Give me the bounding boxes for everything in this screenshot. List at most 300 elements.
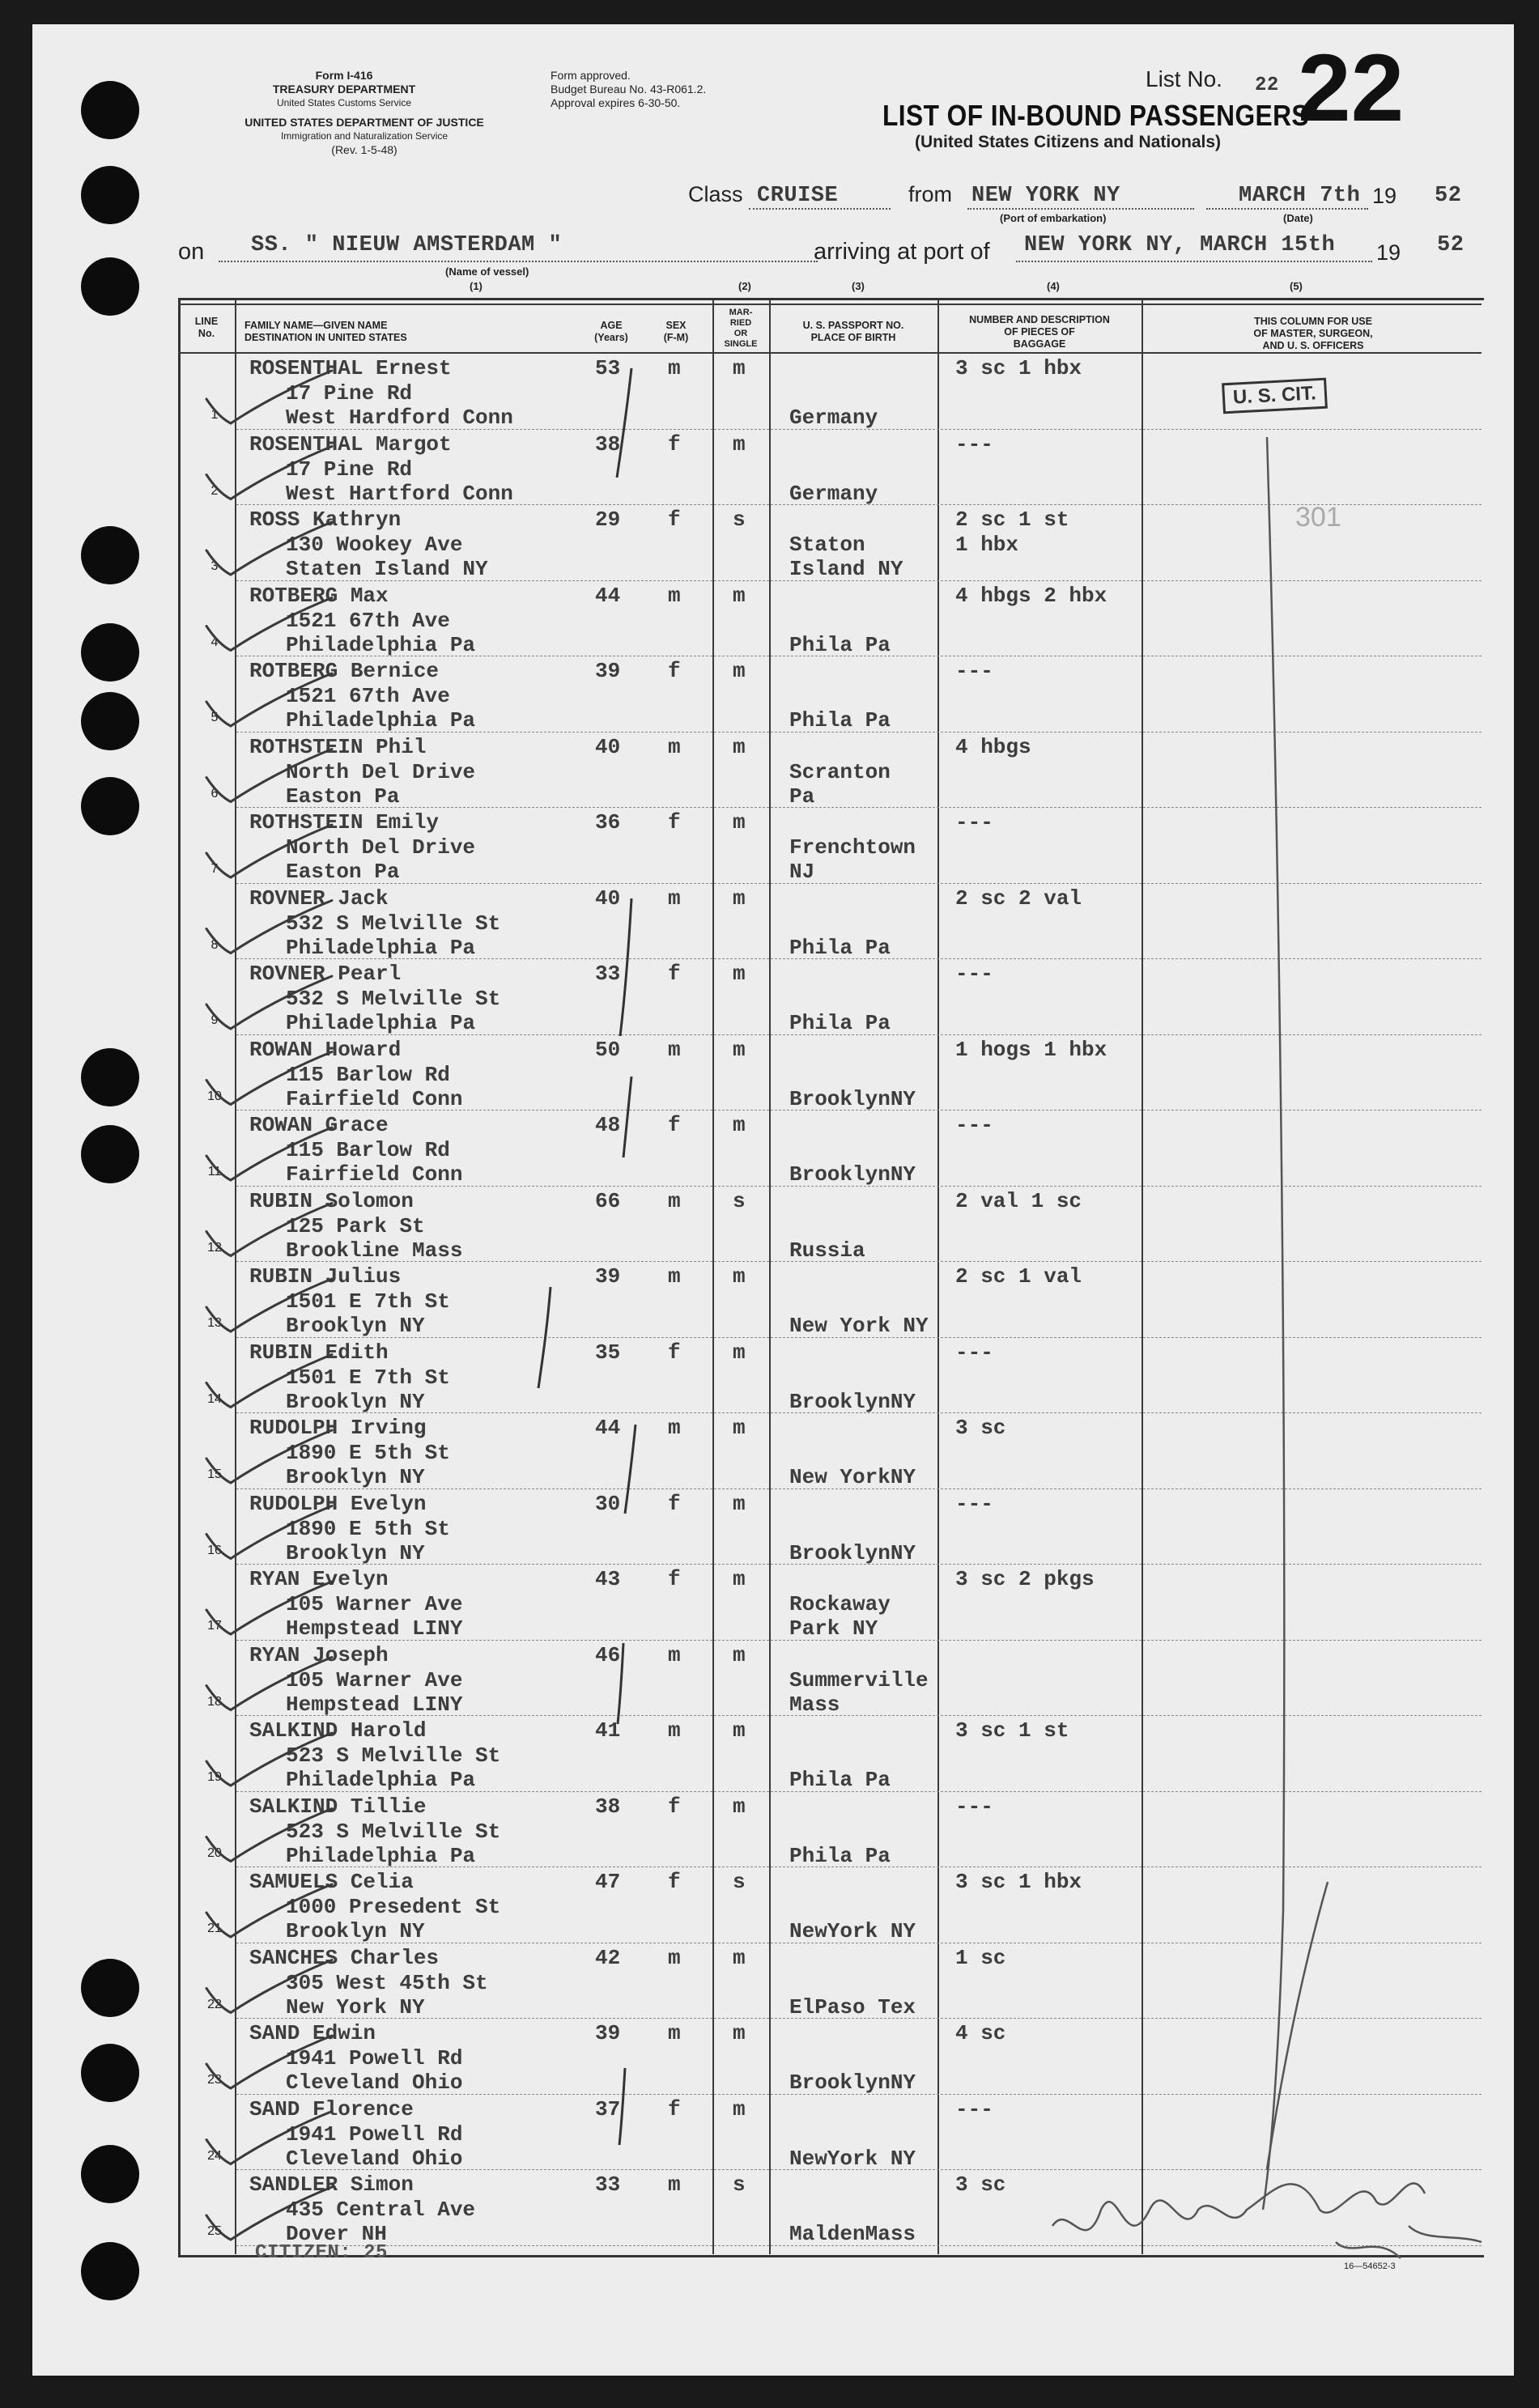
list-no-label: List No. xyxy=(1146,66,1222,91)
passenger-address-city: Hempstead LINY xyxy=(286,1616,463,1641)
header-bottom-rule xyxy=(178,352,1482,354)
passenger-age: 38 xyxy=(595,431,621,457)
col-divider xyxy=(1141,299,1143,2254)
passenger-address-street: 17 Pine Rd xyxy=(286,457,413,482)
passenger-name: RUDOLPH Evelyn xyxy=(249,1491,427,1516)
row-divider xyxy=(236,2245,1482,2246)
embark-port-value: NEW YORK NY xyxy=(971,184,1120,208)
passenger-name: SANCHES Charles xyxy=(249,1945,440,1970)
passenger-name: SALKIND Tillie xyxy=(249,1794,427,1819)
passenger-sex: f xyxy=(668,508,681,532)
class-dotted-line xyxy=(749,208,891,210)
passenger-age: 53 xyxy=(595,356,621,380)
col-header-married: MAR- RIED OR SINGLE xyxy=(724,308,758,349)
passenger-birthplace-line1: Staton xyxy=(789,533,865,557)
ins-service: Immigration and Naturalization Service xyxy=(280,130,449,142)
passenger-address-city: Easton Pa xyxy=(286,784,400,809)
passenger-address-city: New York NY xyxy=(286,1994,425,2019)
passenger-address-street: 1890 E 5th St xyxy=(286,1441,450,1465)
passenger-baggage: 4 sc xyxy=(955,2021,1006,2045)
passenger-marital-status: m xyxy=(733,2096,746,2121)
passenger-marital-status: m xyxy=(733,431,746,457)
passenger-name: ROSENTHAL Margot xyxy=(249,431,452,457)
col-num-2: (2) xyxy=(738,280,751,292)
passenger-marital-status: m xyxy=(733,1037,746,1062)
row-divider xyxy=(236,958,1482,959)
col-header-sex: SEX (F-M) xyxy=(663,320,689,343)
passenger-address-street: 1941 Powell Rd xyxy=(286,2046,463,2070)
passenger-sex: m xyxy=(668,356,681,380)
passenger-marital-status: m xyxy=(733,1416,746,1440)
line-number: 15 xyxy=(207,1467,222,1481)
passenger-age: 33 xyxy=(595,962,621,986)
passenger-sex: f xyxy=(668,2096,681,2121)
form-number: Form I-416 xyxy=(315,69,373,82)
passenger-baggage: --- xyxy=(955,1491,993,1516)
passenger-marital-status: m xyxy=(733,583,746,608)
passenger-name: ROWAN Howard xyxy=(249,1037,402,1062)
passenger-birthplace-line2: Phila Pa xyxy=(789,1011,891,1035)
passenger-sex: f xyxy=(668,810,681,835)
revision: (Rev. 1-5-48) xyxy=(331,143,398,156)
passenger-birthplace-line2: BrooklynNY xyxy=(789,1389,916,1414)
line-number: 12 xyxy=(207,1240,222,1255)
binder-hole xyxy=(81,2044,139,2102)
row-divider xyxy=(236,883,1482,884)
passenger-baggage: 2 sc 2 val xyxy=(955,885,1082,911)
passenger-address-city: Brooklyn NY xyxy=(286,1314,425,1338)
passenger-age: 39 xyxy=(595,2021,621,2045)
passenger-sex: f xyxy=(668,1794,681,1819)
passenger-marital-status: m xyxy=(733,1794,746,1819)
stamp-sub-number: 301 xyxy=(1295,502,1341,533)
passenger-age: 37 xyxy=(595,2096,621,2121)
arrival-year-suffix: 52 xyxy=(1437,233,1465,257)
line-number: 23 xyxy=(207,2073,222,2087)
passenger-address-street: 17 Pine Rd xyxy=(286,381,413,406)
passenger-address-street: 105 Warner Ave xyxy=(286,1667,463,1692)
passenger-marital-status: m xyxy=(733,810,746,835)
passenger-baggage: --- xyxy=(955,962,993,986)
passenger-baggage: 1 hogs 1 hbx xyxy=(955,1037,1107,1062)
passenger-birthplace-line1: Frenchtown xyxy=(789,835,916,860)
passenger-baggage: --- xyxy=(955,431,993,457)
passenger-sex: m xyxy=(668,1188,681,1213)
passenger-address-street: 532 S Melville St xyxy=(286,911,501,936)
passenger-address-city: Hempstead LINY xyxy=(286,1692,463,1717)
passenger-sex: f xyxy=(668,1491,681,1516)
col-header-passport: U. S. PASSPORT NO. PLACE OF BIRTH xyxy=(802,320,904,343)
line-number: 8 xyxy=(210,937,219,952)
passenger-address-street: 1890 E 5th St xyxy=(286,1516,450,1541)
passenger-name: SALKIND Harold xyxy=(249,1718,427,1743)
passenger-marital-status: m xyxy=(733,356,746,380)
passenger-marital-status: s xyxy=(733,1188,746,1213)
passenger-age: 29 xyxy=(595,508,621,532)
passenger-baggage: --- xyxy=(955,1794,993,1819)
line-number: 10 xyxy=(207,1089,222,1103)
passenger-age: 30 xyxy=(595,1491,621,1516)
passenger-sex: f xyxy=(668,659,681,683)
passenger-baggage: 3 sc 1 hbx xyxy=(955,1870,1082,1894)
passenger-address-street: 115 Barlow Rd xyxy=(286,1062,450,1087)
vessel-col-num: (1) xyxy=(470,280,483,292)
passenger-sex: m xyxy=(668,885,681,911)
passenger-birthplace-line2: NJ xyxy=(789,860,815,884)
vessel-dotted-line xyxy=(219,261,818,262)
row-divider xyxy=(236,1412,1482,1413)
passenger-age: 40 xyxy=(595,734,621,759)
arriving-label: arriving at port of xyxy=(814,239,990,265)
passenger-marital-status: m xyxy=(733,659,746,683)
passenger-age: 36 xyxy=(595,810,621,835)
passenger-birthplace-line1: Scranton xyxy=(789,759,891,784)
passenger-age: 48 xyxy=(595,1113,621,1137)
passenger-address-street: 1521 67th Ave xyxy=(286,684,450,708)
passenger-age: 39 xyxy=(595,659,621,683)
passenger-sex: f xyxy=(668,1567,681,1591)
passenger-sex: m xyxy=(668,1642,681,1667)
passenger-baggage: 3 sc 1 hbx xyxy=(955,356,1082,380)
line-number: 16 xyxy=(207,1543,222,1557)
passenger-marital-status: s xyxy=(733,2172,746,2197)
binder-hole xyxy=(81,623,139,682)
passenger-address-city: Dover NH xyxy=(286,2222,387,2246)
passenger-age: 50 xyxy=(595,1037,621,1062)
row-divider xyxy=(236,429,1482,430)
list-no-stamp: 22 xyxy=(1298,35,1405,142)
arrival-year-prefix: 19 xyxy=(1376,240,1401,265)
us-citizen-stamp: U. S. CIT. xyxy=(1222,378,1328,414)
passenger-address-city: Philadelphia Pa xyxy=(286,1768,476,1792)
passenger-address-street: North Del Drive xyxy=(286,835,476,860)
passenger-birthplace-line2: Mass xyxy=(789,1692,840,1717)
passenger-address-street: 435 Central Ave xyxy=(286,2198,476,2222)
line-number: 6 xyxy=(210,786,219,801)
passenger-address-street: 532 S Melville St xyxy=(286,987,501,1011)
passenger-birthplace-line2: Pa xyxy=(789,784,815,809)
passenger-birthplace-line2: Russia xyxy=(789,1238,865,1263)
passenger-birthplace-line2: BrooklynNY xyxy=(789,1540,916,1565)
passenger-birthplace-line1: Rockaway xyxy=(789,1592,891,1616)
passenger-baggage: 3 sc 1 st xyxy=(955,1718,1069,1743)
binder-hole xyxy=(81,526,139,584)
passenger-name: ROVNER Pearl xyxy=(249,962,402,986)
row-divider xyxy=(236,1110,1482,1111)
embark-caption: (Port of embarkation) xyxy=(1000,212,1107,224)
table-top-rule xyxy=(178,304,1482,305)
citizen-total: CITIZEN: 25 xyxy=(255,2242,388,2264)
embark-dotted-line xyxy=(967,208,1194,210)
passenger-birthplace-line2: MaldenMass xyxy=(789,2222,916,2246)
passenger-baggage: --- xyxy=(955,1340,993,1365)
passenger-age: 35 xyxy=(595,1340,621,1365)
passenger-birthplace-line2: NewYork NY xyxy=(789,2146,916,2171)
binder-hole xyxy=(81,692,139,750)
row-divider xyxy=(236,2169,1482,2170)
col-header-age: AGE (Years) xyxy=(594,320,628,343)
binder-hole xyxy=(81,777,139,835)
passenger-baggage: 4 hbgs 2 hbx xyxy=(955,583,1107,608)
line-number: 1 xyxy=(210,408,219,422)
passenger-sex: m xyxy=(668,734,681,759)
passenger-birthplace-line2: Island NY xyxy=(789,557,903,581)
col-header-line: LINE No. xyxy=(194,316,219,339)
passenger-address-city: Cleveland Ohio xyxy=(286,2070,463,2095)
passenger-birthplace-line2: Phila Pa xyxy=(789,1768,891,1792)
passenger-marital-status: m xyxy=(733,1567,746,1591)
line-number: 18 xyxy=(207,1694,222,1709)
passenger-address-street: 1521 67th Ave xyxy=(286,608,450,633)
line-number: 5 xyxy=(210,711,219,724)
binder-hole xyxy=(81,166,139,224)
passenger-marital-status: m xyxy=(733,885,746,911)
on-label: on xyxy=(178,239,205,265)
passenger-birthplace-line2: New York NY xyxy=(789,1314,929,1338)
passenger-age: 33 xyxy=(595,2172,621,2197)
passenger-marital-status: m xyxy=(733,1642,746,1667)
passenger-name: ROTBERG Max xyxy=(249,583,389,608)
list-no-small: 22 xyxy=(1255,74,1279,96)
passenger-address-street: 130 Wookey Ave xyxy=(286,533,463,557)
line-number: 11 xyxy=(207,1165,222,1179)
passenger-marital-status: m xyxy=(733,1113,746,1137)
passenger-address-city: Fairfield Conn xyxy=(286,1086,463,1111)
passenger-address-city: Philadelphia Pa xyxy=(286,708,476,733)
line-number: 3 xyxy=(210,559,219,573)
passenger-name: SANDLER Simon xyxy=(249,2172,414,2197)
passenger-sex: m xyxy=(668,1037,681,1062)
passenger-baggage: --- xyxy=(955,1113,993,1137)
passenger-birthplace-line2: Phila Pa xyxy=(789,935,891,960)
passenger-sex: f xyxy=(668,1113,681,1137)
arrival-dotted-line xyxy=(1016,261,1372,262)
line-number: 9 xyxy=(210,1013,219,1027)
passenger-address-street: 1941 Powell Rd xyxy=(286,2121,463,2147)
passenger-age: 38 xyxy=(595,1794,621,1819)
year-suffix: 52 xyxy=(1435,184,1462,208)
passenger-address-street: 125 Park St xyxy=(286,1213,425,1238)
passenger-marital-status: s xyxy=(733,508,746,532)
passenger-baggage: 2 val 1 sc xyxy=(955,1188,1082,1213)
passenger-name: SAND Florence xyxy=(249,2096,414,2121)
passenger-address-city: Brooklyn NY xyxy=(286,1389,425,1414)
line-number: 13 xyxy=(207,1316,222,1330)
justice-dept: UNITED STATES DEPARTMENT OF JUSTICE xyxy=(244,116,484,129)
passenger-age: 44 xyxy=(595,1416,621,1440)
row-divider xyxy=(236,1337,1482,1338)
passenger-birthplace-line2: Phila Pa xyxy=(789,632,891,657)
passenger-sex: f xyxy=(668,1870,681,1894)
col-num-5: (5) xyxy=(1290,280,1303,292)
date-dotted-line xyxy=(1206,208,1368,210)
passenger-address-city: Cleveland Ohio xyxy=(286,2146,463,2171)
passenger-address-city: Brooklyn NY xyxy=(286,1919,425,1943)
passenger-sex: m xyxy=(668,1416,681,1440)
passenger-sex: m xyxy=(668,2021,681,2045)
approval-line-2: Budget Bureau No. 43-R061.2. xyxy=(551,83,707,96)
from-label: from xyxy=(908,182,952,206)
row-divider xyxy=(236,1640,1482,1641)
binder-hole xyxy=(81,1048,139,1106)
passenger-address-city: Brookline Mass xyxy=(286,1238,463,1263)
passenger-marital-status: s xyxy=(733,1870,746,1894)
passenger-address-street: 1501 E 7th St xyxy=(286,1289,450,1314)
embark-date: MARCH 7th xyxy=(1239,184,1361,208)
passenger-name: RUBIN Julius xyxy=(249,1264,402,1289)
passenger-birthplace-line2: Germany xyxy=(789,406,878,430)
passenger-marital-status: m xyxy=(733,1264,746,1289)
passenger-birthplace-line2: NewYork NY xyxy=(789,1919,916,1943)
col-divider xyxy=(769,299,771,2254)
passenger-birthplace-line2: ElPaso Tex xyxy=(789,1994,916,2019)
passenger-address-city: Brooklyn NY xyxy=(286,1540,425,1565)
passenger-address-city: West Hardford Conn xyxy=(286,406,513,430)
passenger-sex: m xyxy=(668,1718,681,1743)
passenger-birthplace-line2: BrooklynNY xyxy=(789,1162,916,1187)
passenger-birthplace-line1: Summerville xyxy=(789,1667,929,1692)
passenger-name: ROSENTHAL Ernest xyxy=(249,356,452,380)
passenger-address-street: 105 Warner Ave xyxy=(286,1592,463,1616)
binder-hole xyxy=(81,81,139,139)
row-divider xyxy=(236,2094,1482,2095)
row-divider xyxy=(236,1034,1482,1035)
passenger-address-city: Brooklyn NY xyxy=(286,1465,425,1489)
col-header-name: FAMILY NAME—GIVEN NAME DESTINATION IN UNITED STATES xyxy=(244,320,407,343)
binder-hole xyxy=(81,257,139,316)
passenger-address-city: Easton Pa xyxy=(286,860,400,884)
vessel-name: SS. " NIEUW AMSTERDAM " xyxy=(251,233,563,257)
line-number: 24 xyxy=(207,2148,222,2163)
list-title: LIST OF IN-BOUND PASSENGERS xyxy=(882,99,1310,132)
line-number: 7 xyxy=(210,862,219,876)
row-divider xyxy=(236,807,1482,808)
passenger-sex: m xyxy=(668,1264,681,1289)
passenger-baggage: 3 sc xyxy=(955,1416,1006,1440)
passenger-marital-status: m xyxy=(733,1491,746,1516)
passenger-baggage: 3 sc 2 pkgs xyxy=(955,1567,1095,1591)
approval-line-3: Approval expires 6-30-50. xyxy=(551,96,681,109)
line-number: 14 xyxy=(207,1391,222,1406)
passenger-sex: f xyxy=(668,962,681,986)
binder-hole xyxy=(81,1125,139,1183)
passenger-name: RYAN Evelyn xyxy=(249,1567,389,1591)
passenger-birthplace-line2: BrooklynNY xyxy=(789,2070,916,2095)
year-prefix: 19 xyxy=(1372,184,1397,208)
passenger-baggage: 3 sc xyxy=(955,2172,1006,2197)
binder-hole xyxy=(81,1959,139,2017)
passenger-marital-status: m xyxy=(733,1718,746,1743)
line-number: 17 xyxy=(207,1619,222,1633)
passenger-sex: m xyxy=(668,2172,681,2197)
line-number: 25 xyxy=(207,2224,222,2238)
passenger-sex: f xyxy=(668,431,681,457)
passenger-baggage: --- xyxy=(955,659,993,683)
passenger-sex: m xyxy=(668,583,681,608)
row-divider xyxy=(236,1564,1482,1565)
passenger-address-city: Staten Island NY xyxy=(286,557,488,581)
row-divider xyxy=(236,2018,1482,2019)
passenger-address-street: 305 West 45th St xyxy=(286,1970,488,1995)
passenger-marital-status: m xyxy=(733,962,746,986)
passenger-address-city: Philadelphia Pa xyxy=(286,632,476,657)
passenger-baggage: --- xyxy=(955,810,993,835)
arrival-value: NEW YORK NY, MARCH 15th xyxy=(1024,233,1336,257)
col-divider xyxy=(937,299,939,2254)
passenger-baggage: 2 sc 1 st 1 hbx xyxy=(955,508,1069,557)
passenger-address-street: 1501 E 7th St xyxy=(286,1365,450,1390)
passenger-name: RUDOLPH Irving xyxy=(249,1416,427,1440)
passenger-marital-status: m xyxy=(733,1340,746,1365)
row-divider xyxy=(236,580,1482,581)
col-header-officers: THIS COLUMN FOR USE OF MASTER, SURGEON, AND U. S. OFFICERS xyxy=(1253,316,1373,351)
passenger-age: 41 xyxy=(595,1718,621,1743)
passenger-marital-status: m xyxy=(733,1945,746,1970)
passenger-sex: f xyxy=(668,1340,681,1365)
row-divider xyxy=(236,1261,1482,1262)
passenger-address-city: Philadelphia Pa xyxy=(286,1843,476,1868)
passenger-age: 66 xyxy=(595,1188,621,1213)
passenger-baggage: 1 sc xyxy=(955,1945,1006,1970)
manifest-sheet xyxy=(32,24,1514,2376)
passenger-address-city: Philadelphia Pa xyxy=(286,1011,476,1035)
list-subtitle: (United States Citizens and Nationals) xyxy=(915,133,1222,151)
customs-service: United States Customs Service xyxy=(276,97,412,108)
col-divider xyxy=(235,299,236,2254)
passenger-birthplace-line2: Park NY xyxy=(789,1616,878,1641)
passenger-address-street: 115 Barlow Rd xyxy=(286,1138,450,1162)
passenger-address-street: 523 S Melville St xyxy=(286,1743,501,1768)
passenger-address-city: West Hartford Conn xyxy=(286,481,513,506)
line-number: 2 xyxy=(210,483,219,498)
passenger-name: ROVNER Jack xyxy=(249,885,389,911)
col-num-3: (3) xyxy=(852,280,865,292)
passenger-name: SAMUELS Celia xyxy=(249,1870,414,1894)
passenger-age: 44 xyxy=(595,583,621,608)
passenger-birthplace-line2: New YorkNY xyxy=(789,1465,916,1489)
class-label: Class xyxy=(688,182,743,206)
passenger-baggage: --- xyxy=(955,2096,993,2121)
passenger-address-street: North Del Drive xyxy=(286,759,476,784)
passenger-age: 42 xyxy=(595,1945,621,1970)
passenger-name: ROTHSTEIN Emily xyxy=(249,810,440,835)
passenger-address-city: Philadelphia Pa xyxy=(286,935,476,960)
treasury-dept: TREASURY DEPARTMENT xyxy=(272,83,416,96)
passenger-address-street: 523 S Melville St xyxy=(286,1819,501,1844)
row-divider xyxy=(236,732,1482,733)
passenger-address-city: Fairfield Conn xyxy=(286,1162,463,1187)
binder-hole xyxy=(81,2242,139,2300)
vessel-caption: (Name of vessel) xyxy=(445,265,529,278)
passenger-name: ROTHSTEIN Phil xyxy=(249,734,427,759)
passenger-age: 39 xyxy=(595,1264,621,1289)
line-number: 22 xyxy=(207,1997,222,2011)
passenger-age: 47 xyxy=(595,1870,621,1894)
col-header-baggage: NUMBER AND DESCRIPTION OF PIECES OF BAGGAGE xyxy=(969,314,1110,350)
passenger-address-street: 1000 Presedent St xyxy=(286,1895,501,1919)
row-divider xyxy=(236,1186,1482,1187)
passenger-name: SAND Edwin xyxy=(249,2021,376,2045)
passenger-name: RUBIN Solomon xyxy=(249,1188,414,1213)
passenger-baggage: 2 sc 1 val xyxy=(955,1264,1082,1289)
binder-hole xyxy=(81,2145,139,2203)
date-caption: (Date) xyxy=(1283,212,1313,224)
line-number: 21 xyxy=(207,1922,222,1935)
passenger-sex: m xyxy=(668,1945,681,1970)
approval-line-1: Form approved. xyxy=(551,69,631,82)
passenger-age: 46 xyxy=(595,1642,621,1667)
passenger-birthplace-line2: BrooklynNY xyxy=(789,1086,916,1111)
